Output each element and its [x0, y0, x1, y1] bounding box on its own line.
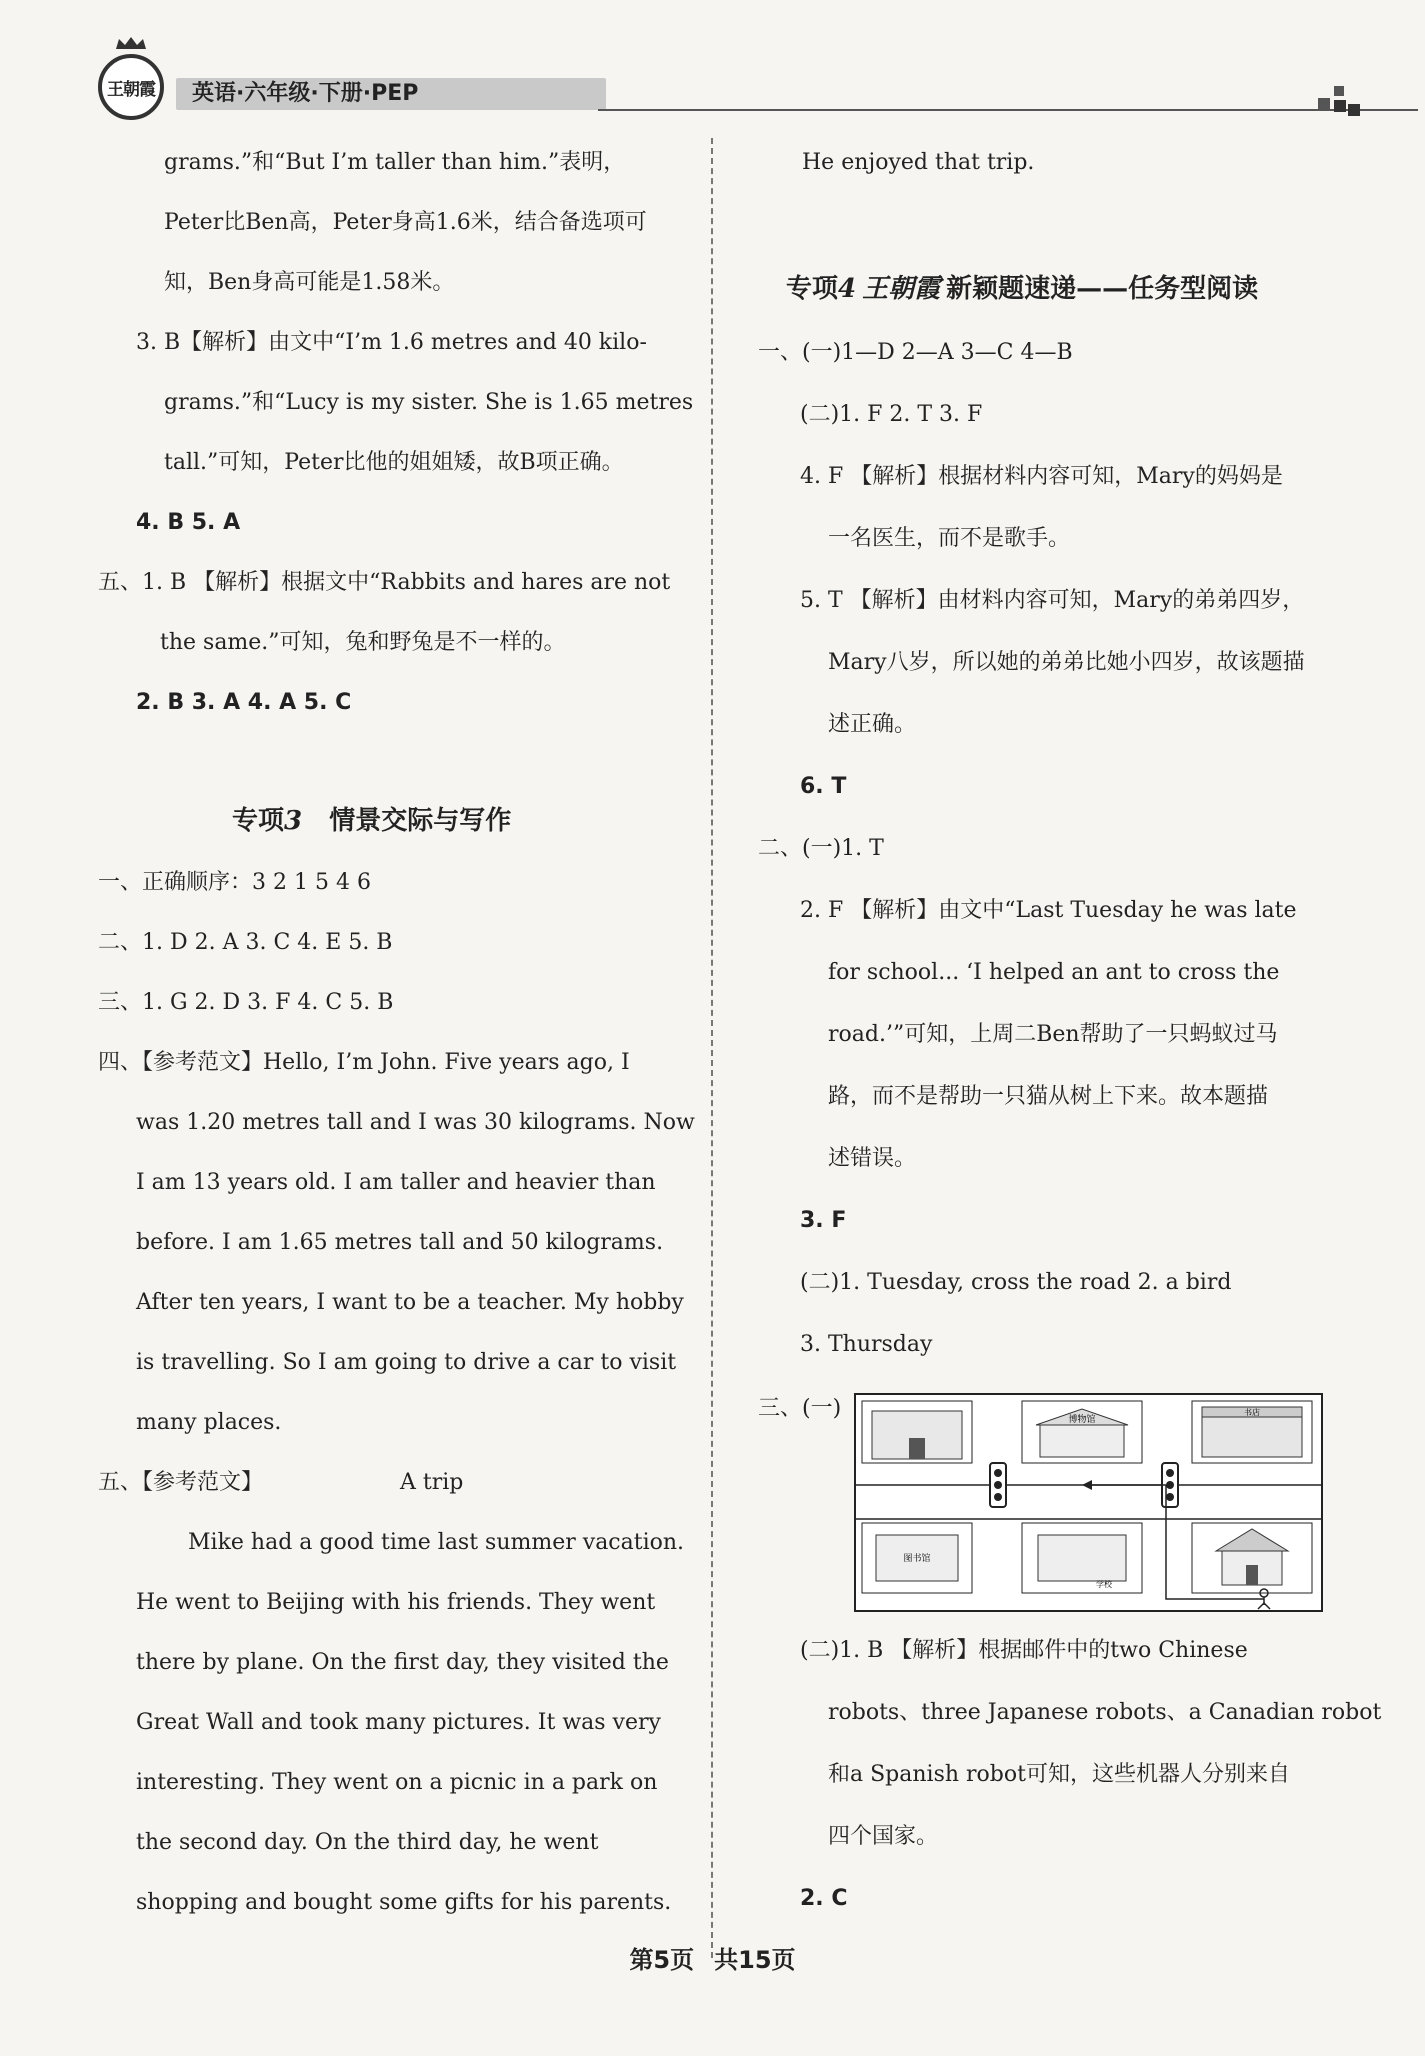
essay-line: shopping and bought some gifts for his parents.: [136, 1890, 672, 1915]
page-number: 第5页: [629, 1946, 695, 1974]
page-total: 共15页: [714, 1946, 796, 1974]
essay-line: I am 13 years old. I am taller and heavier than: [136, 1170, 656, 1195]
essay-line: is travelling. So I am going to drive a car to visit: [136, 1350, 677, 1375]
essay-line: was 1.20 metres tall and I was 30 kilograms. Now: [136, 1110, 695, 1135]
answer-line: 2. F 【解析】由文中“Last Tuesday he was late: [800, 898, 1297, 923]
answer-line: 4. B 5. A: [136, 510, 241, 535]
house-icon: [1192, 1523, 1312, 1593]
answer-line: road.’”可知，上周二Ben帮助了一只蚂蚁过马: [828, 1022, 1278, 1047]
essay-line: Great Wall and took many pictures. It was very: [136, 1710, 661, 1735]
book-title: 英语·六年级·下册·PEP: [176, 78, 606, 110]
publisher-logo: 王朝霞: [98, 54, 164, 120]
essay-line: the second day. On the third day, he went: [136, 1830, 599, 1855]
answer-line: 4. F 【解析】根据材料内容可知，Mary的妈妈是: [800, 464, 1283, 489]
map-figure: [854, 1393, 1323, 1612]
hospital-icon: [862, 1401, 972, 1463]
essay-line: He went to Beijing with his friends. They went: [136, 1590, 656, 1615]
answer-line: robots、three Japanese robots、a Canadian robot: [828, 1700, 1382, 1725]
school-label: 学校: [1096, 1580, 1112, 1589]
answer-line: 6. T: [800, 774, 847, 799]
answer-line: 二、1. D 2. A 3. C 4. E 5. B: [98, 930, 393, 955]
answer-line: 三、1. G 2. D 3. F 4. C 5. B: [98, 990, 394, 1015]
answer-line: 五、1. B 【解析】根据文中“Rabbits and hares are not: [98, 570, 671, 595]
bookstore-label: 书店: [1244, 1408, 1260, 1417]
essay-line: After ten years, I want to be a teacher. My hobby: [136, 1290, 684, 1315]
answer-line: the same.”可知，兔和野兔是不一样的。: [160, 630, 566, 655]
section-title-3: 专项3 情景交际与写作: [232, 806, 512, 836]
answer-line: for school... ‘I helped an ant to cross the: [828, 960, 1280, 985]
answer-line: 一、正确顺序：3 2 1 5 4 6: [98, 870, 371, 895]
library-icon: [862, 1523, 972, 1593]
school-icon: [1022, 1523, 1142, 1593]
page-footer: [0, 1940, 1425, 1975]
decor-squares-icon: [1318, 86, 1360, 116]
answer-line: 一、(一)1—D 2—A 3—C 4—B: [758, 340, 1073, 365]
column-divider: [711, 138, 713, 1958]
answer-line: 述正确。: [828, 712, 917, 737]
museum-icon: [1022, 1401, 1142, 1463]
answer-line: 5. T 【解析】由材料内容可知，Mary的弟弟四岁，: [800, 588, 1305, 613]
answer-line: (二)1. B 【解析】根据邮件中的two Chinese: [800, 1638, 1248, 1663]
museum-label: 博物馆: [1068, 1415, 1096, 1425]
answer-line: grams.”和“Lucy is my sister. She is 1.65 metres: [164, 390, 694, 415]
answer-line: 3. Thursday: [800, 1332, 933, 1357]
answer-line: 三、(一): [758, 1396, 842, 1421]
essay-line: there by plane. On the first day, they visited the: [136, 1650, 669, 1675]
answer-line: (二)1. Tuesday, cross the road 2. a bird: [800, 1270, 1232, 1295]
answer-line: 2. B 3. A 4. A 5. C: [136, 690, 352, 715]
answer-line: 3. B【解析】由文中“I’m 1.6 metres and 40 kilo-: [136, 330, 647, 355]
answer-line: 和a Spanish robot可知，这些机器人分别来自: [828, 1762, 1290, 1787]
answer-line: 3. F: [800, 1208, 847, 1233]
essay-line: He enjoyed that trip.: [802, 150, 1035, 175]
answer-line: tall.”可知，Peter比他的姐姐矮，故B项正确。: [164, 450, 624, 475]
answer-line: 二、(一)1. T: [758, 836, 884, 861]
essay-label: 五、【参考范文】: [98, 1470, 264, 1495]
answer-line: 述错误。: [828, 1146, 917, 1171]
answer-line: Peter比Ben高，Peter身高1.6米，结合备选项可: [164, 210, 647, 235]
crown-icon: [114, 36, 148, 50]
answer-line: Mary八岁，所以她的弟弟比她小四岁，故该题描: [828, 650, 1305, 675]
essay-title: A trip: [400, 1470, 464, 1495]
answer-line: 2. C: [800, 1886, 848, 1911]
traffic-light-icon: [990, 1463, 1006, 1507]
answer-line: 知，Ben身高可能是1.58米。: [164, 270, 455, 295]
answer-line: 一名医生，而不是歌手。: [828, 526, 1071, 551]
essay-line: Mike had a good time last summer vacation.: [188, 1530, 685, 1555]
answer-line: 四个国家。: [828, 1824, 939, 1849]
header-rule: [598, 109, 1418, 111]
answer-line: 路，而不是帮助一只猫从树上下来。故本题描: [828, 1084, 1269, 1109]
section-title-4: 专项4 王朝霞 新颖题速递——任务型阅读: [786, 274, 1259, 304]
essay-line: interesting. They went on a picnic in a park on: [136, 1770, 658, 1795]
essay-line: 四、【参考范文】Hello, I’m John. Five years ago, I: [98, 1050, 630, 1075]
bookstore-icon: [1192, 1401, 1312, 1463]
essay-line: many places.: [136, 1410, 282, 1435]
library-label: 图书馆: [903, 1554, 931, 1564]
page-header: [98, 50, 1360, 130]
answer-line: grams.”和“But I’m taller than him.”表明，: [164, 150, 626, 175]
essay-line: before. I am 1.65 metres tall and 50 kilograms.: [136, 1230, 664, 1255]
answer-line: (二)1. F 2. T 3. F: [800, 402, 983, 427]
